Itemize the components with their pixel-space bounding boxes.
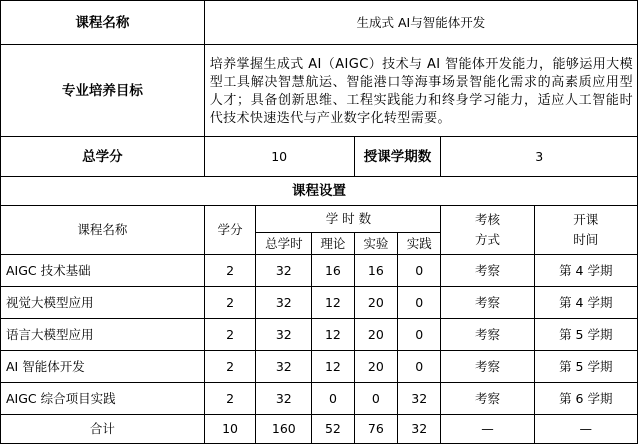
- header-practice: 实践: [398, 233, 441, 255]
- total-hours-cell: 32: [256, 383, 312, 415]
- total-row-practice: 32: [398, 415, 441, 444]
- header-experiment: 实验: [354, 233, 397, 255]
- total-hours-cell: 32: [256, 287, 312, 319]
- goal-text: 培养掌握生成式 AI（AIGC）技术与 AI 智能体开发能力，能够运用大模型工具解决智慧航运、智能港口等海事场景智能化需求的高素质应用型人才；具备创新思维、工程实践能力和终身学习能力，适应人工智能时代技术快速迭代与产业数字化转型需要。: [204, 45, 637, 137]
- credits-cell: 2: [204, 287, 256, 319]
- total-credits-value: 10: [204, 137, 354, 177]
- assess-cell: 考察: [441, 383, 534, 415]
- table-row: [1, 351, 638, 383]
- theory-cell: 12: [312, 351, 354, 383]
- total-hours-cell: 32: [256, 319, 312, 351]
- header-theory: 理论: [312, 233, 354, 255]
- header-hours: 学 时 数: [256, 206, 441, 233]
- theory-cell: 0: [312, 383, 354, 415]
- course-name-value: 生成式 AI与智能体开发: [204, 1, 637, 45]
- credits-cell: 2: [204, 383, 256, 415]
- practice-cell: 0: [398, 287, 441, 319]
- total-hours-cell: 32: [256, 255, 312, 287]
- settings-title: 课程设置: [1, 177, 638, 206]
- total-row-hours: 160: [256, 415, 312, 444]
- course-name-cell: AIGC 技术基础: [1, 255, 205, 287]
- assess-cell: 考察: [441, 287, 534, 319]
- header-credits: 学分: [204, 206, 256, 255]
- assess-cell: 考察: [441, 351, 534, 383]
- course-name-label: 课程名称: [1, 1, 205, 45]
- table-row: [1, 319, 638, 351]
- total-hours-cell: 32: [256, 351, 312, 383]
- term-cell: 第 4 学期: [534, 287, 637, 319]
- table-row: [1, 383, 638, 415]
- term-cell: 第 5 学期: [534, 319, 637, 351]
- header-term: 开课 时间: [534, 206, 637, 255]
- practice-cell: 32: [398, 383, 441, 415]
- theory-cell: 16: [312, 255, 354, 287]
- term-cell: 第 4 学期: [534, 255, 637, 287]
- total-row-theory: 52: [312, 415, 354, 444]
- table-row: [1, 287, 638, 319]
- total-row-credits: 10: [204, 415, 256, 444]
- experiment-cell: 0: [354, 383, 397, 415]
- course-name-cell: AI 智能体开发: [1, 351, 205, 383]
- total-row-experiment: 76: [354, 415, 397, 444]
- total-row-assess: —: [441, 415, 534, 444]
- course-name-cell: 语言大模型应用: [1, 319, 205, 351]
- practice-cell: 0: [398, 351, 441, 383]
- theory-cell: 12: [312, 287, 354, 319]
- assess-cell: 考察: [441, 255, 534, 287]
- term-cell: 第 6 学期: [534, 383, 637, 415]
- theory-cell: 12: [312, 319, 354, 351]
- practice-cell: 0: [398, 255, 441, 287]
- total-row-term: —: [534, 415, 637, 444]
- assess-cell: 考察: [441, 319, 534, 351]
- total-credits-label: 总学分: [1, 137, 205, 177]
- experiment-cell: 20: [354, 351, 397, 383]
- credits-cell: 2: [204, 319, 256, 351]
- table-row: [1, 255, 638, 287]
- experiment-cell: 20: [354, 287, 397, 319]
- semesters-value: 3: [441, 137, 638, 177]
- total-row-label: 合计: [1, 415, 205, 444]
- experiment-cell: 16: [354, 255, 397, 287]
- experiment-cell: 20: [354, 319, 397, 351]
- term-cell: 第 5 学期: [534, 351, 637, 383]
- semesters-label: 授课学期数: [354, 137, 441, 177]
- practice-cell: 0: [398, 319, 441, 351]
- credits-cell: 2: [204, 255, 256, 287]
- goal-label: 专业培养目标: [1, 45, 205, 137]
- header-course-name: 课程名称: [1, 206, 205, 255]
- credits-cell: 2: [204, 351, 256, 383]
- course-name-cell: AIGC 综合项目实践: [1, 383, 205, 415]
- course-name-cell: 视觉大模型应用: [1, 287, 205, 319]
- header-total-hours: 总学时: [256, 233, 312, 255]
- header-assess: 考核 方式: [441, 206, 534, 255]
